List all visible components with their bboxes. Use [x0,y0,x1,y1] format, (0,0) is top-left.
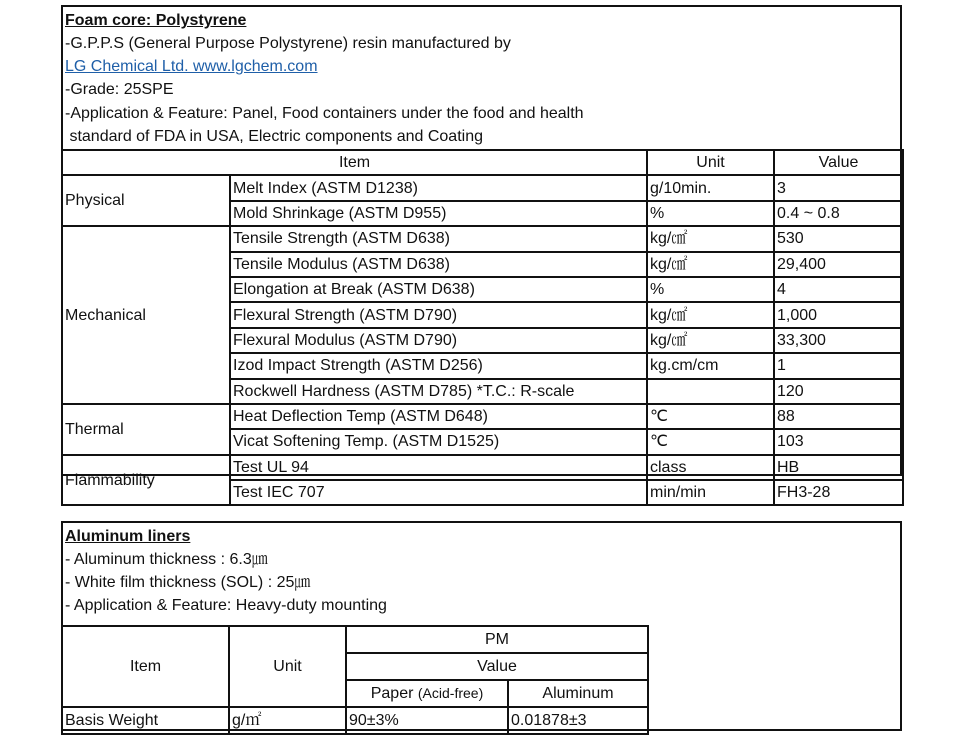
row-item: Test IEC 707 [230,480,647,505]
row-unit: ℃ [647,429,774,454]
header-pm: PM [346,626,648,653]
header-item: Item [62,150,647,175]
row-unit: g/10min. [647,175,774,200]
aluminum-liners-section [61,521,902,731]
group-flammability: Flammability [62,455,230,506]
row-item: Mold Shrinkage (ASTM D955) [230,201,647,226]
row-value: 1 [774,353,903,378]
table-row [62,707,648,734]
manufacturer-link[interactable]: LG Chemical Ltd. www.lgchem.com [65,58,318,75]
aluminum-application: - Application & Feature: Heavy-duty mounting [65,597,387,614]
row-unit: kg/㎠ [647,226,774,251]
header-paper-label: Paper [370,685,414,702]
header-unit: Unit [647,150,774,175]
row-value: 0.4 ~ 0.8 [774,201,903,226]
table-row [62,226,903,251]
row-unit: kg/㎠ [647,302,774,327]
row-value: 530 [774,226,903,251]
row-unit: kg/㎠ [647,328,774,353]
foam-properties-table [61,149,904,506]
row-value: 33,300 [774,328,903,353]
foam-core-application-line-2: standard of FDA in USA, Electric components and Coating [65,128,483,145]
header-value: Value [774,150,903,175]
row-unit: % [647,201,774,226]
foam-core-application-line-1: -Application & Feature: Panel, Food containers under the food and health [65,105,584,122]
row-value: 3 [774,175,903,200]
row-item: Basis Weight [62,707,229,734]
row-paper: 90±3% [346,707,508,734]
row-item: Tensile Strength (ASTM D638) [230,226,647,251]
group-physical: Physical [62,175,230,226]
foam-core-section [61,5,902,502]
row-value: 103 [774,429,903,454]
row-value: FH3-28 [774,480,903,505]
header-paper [346,680,508,707]
row-unit: min/min [647,480,774,505]
white-film-thickness: - White film thickness (SOL) : 25㎛ [65,574,311,591]
header-value: Value [346,653,648,680]
header-item: Item [62,626,229,707]
row-unit: kg.cm/cm [647,353,774,378]
foam-core-resin-line: -G.P.P.S (General Purpose Polystyrene) resin manufactured by [65,35,511,52]
row-unit: % [647,277,774,302]
row-item: Tensile Modulus (ASTM D638) [230,252,647,277]
group-mechanical: Mechanical [62,226,230,404]
row-value: 120 [774,379,903,404]
row-value: 29,400 [774,252,903,277]
row-item: Flexural Modulus (ASTM D790) [230,328,647,353]
row-item: Melt Index (ASTM D1238) [230,175,647,200]
foam-core-grade: -Grade: 25SPE [65,81,174,98]
group-thermal: Thermal [62,404,230,455]
row-unit: class [647,455,774,480]
row-aluminum: 0.01878±3 [508,707,648,734]
aluminum-title: Aluminum liners [65,528,191,545]
row-value: 1,000 [774,302,903,327]
row-unit: kg/㎠ [647,252,774,277]
table-header-row [62,626,648,653]
table-header-row [62,150,903,175]
row-unit [647,379,774,404]
row-item: Vicat Softening Temp. (ASTM D1525) [230,429,647,454]
foam-core-title: Foam core: Polystyrene [65,12,247,29]
row-item: Izod Impact Strength (ASTM D256) [230,353,647,378]
aluminum-properties-table [61,625,649,735]
row-value: 88 [774,404,903,429]
row-item: Heat Deflection Temp (ASTM D648) [230,404,647,429]
table-row [62,404,903,429]
row-unit: ℃ [647,404,774,429]
header-aluminum: Aluminum [508,680,648,707]
row-item: Elongation at Break (ASTM D638) [230,277,647,302]
row-item: Test UL 94 [230,455,647,480]
header-unit: Unit [229,626,346,707]
table-row [62,455,903,480]
aluminum-thickness: - Aluminum thickness : 6.3㎛ [65,551,268,568]
row-unit: g/㎡ [229,707,346,734]
table-row [62,175,903,200]
row-value: HB [774,455,903,480]
row-item: Flexural Strength (ASTM D790) [230,302,647,327]
row-item: Rockwell Hardness (ASTM D785) *T.C.: R-scale [230,379,647,404]
row-value: 4 [774,277,903,302]
header-paper-note: (Acid-free) [417,685,484,701]
